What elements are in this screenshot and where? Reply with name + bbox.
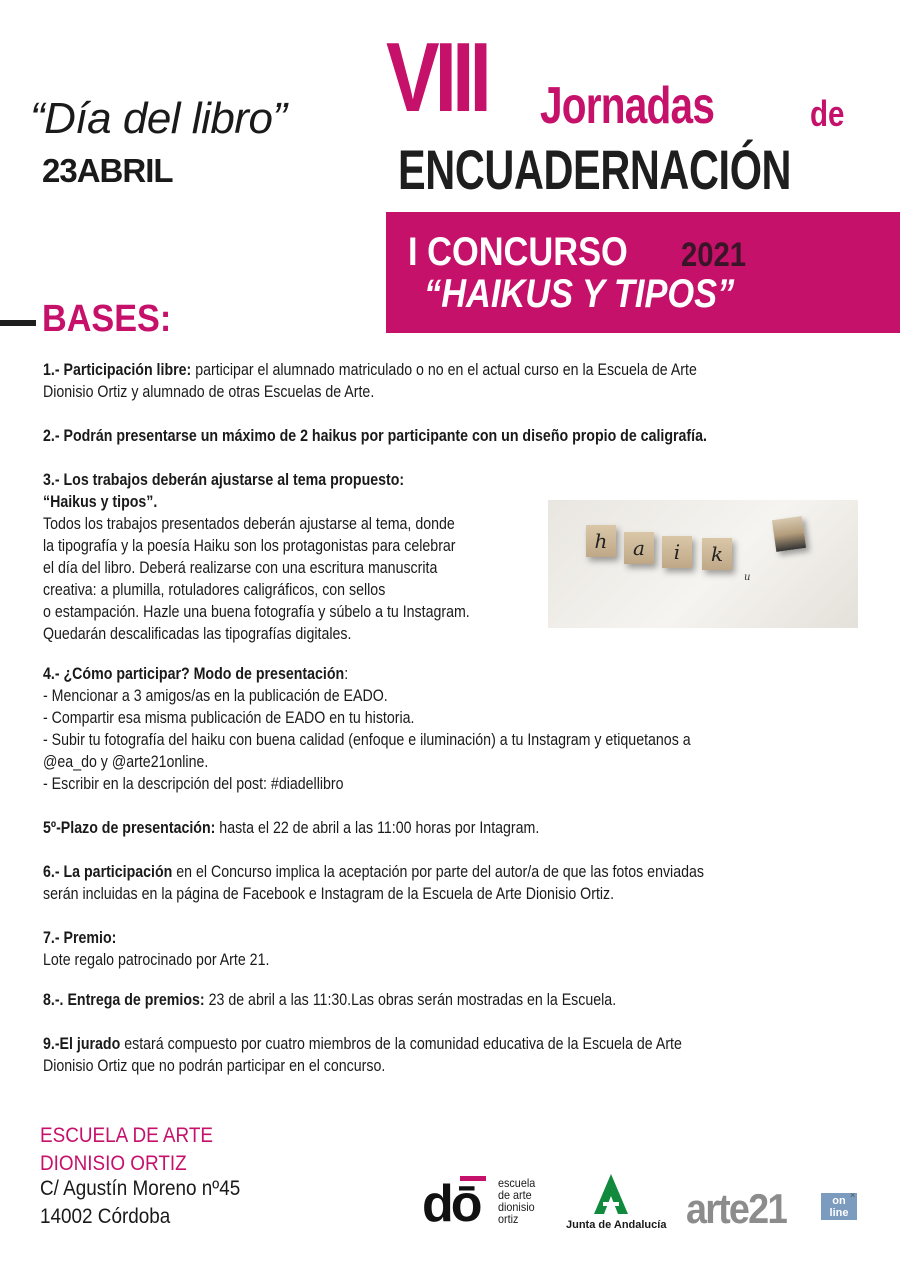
base-item-3-theme: “Haikus y tipos”. [43,493,158,511]
inked-stamp [772,516,806,552]
base-item-4-heading-line [43,663,691,685]
school-name-line-1: ESCUELA DE ARTE [40,1124,213,1147]
junta-andalucia-logo-text: Junta de Andalucía [566,1219,667,1231]
base-item-8-text: 23 de abril a las 11:30.Las obras serán mostradas en la Escuela. [204,991,617,1009]
escuela-do-logo [422,1175,494,1233]
junta-andalucia-icon [590,1172,632,1216]
base-item-8-bold: 8.-. Entrega de premios: [43,991,205,1009]
concurso-subtitle: “HAIKUS Y TIPOS” [424,272,735,316]
base-item-9-line-1 [43,1033,682,1055]
base-item-1 [43,359,697,403]
close-x-icon: × [850,1190,856,1200]
event-date: 23ABRIL [42,152,173,189]
base-item-4-line-4: @ea_do y @arte21online. [43,753,209,771]
base-item-7-bold: 7.- Premio: [43,929,117,947]
concurso-year: 2021 [681,236,747,274]
base-item-3-line-1: Todos los trabajos presentados deberán ajustarse al tema, donde [43,515,455,533]
base-item-6 [43,861,704,905]
base-item-3-line-6: Quedarán descalificadas las tipografías digitales. [43,625,352,643]
edition-number: VIII [386,22,487,132]
base-item-5-text: hasta el 22 de abril a las 11:00 horas por Intagram. [215,819,540,837]
concurso-label: I CONCURSO [408,230,628,274]
base-item-3-line-5: o estampación. Hazle una buena fotografía y súbelo a tu Instagram. [43,603,470,621]
online-badge-line-1: on [832,1195,846,1207]
school-name-line-2: DIONISIO ORTIZ [40,1152,187,1175]
base-item-6-line-1 [43,861,704,883]
base-item-1-line-1 [43,359,697,381]
logo-do-mark: dō [422,1175,480,1233]
base-item-3 [43,469,470,645]
base-item-1-text: participar el alumnado matriculado o no en el actual curso en la Escuela de Arte [191,361,697,379]
base-item-7-line-2: Lote regalo patrocinado por Arte 21. [43,951,270,969]
base-item-4-line-3: - Subir tu fotografía del haiku con buena calidad (enfoque e iluminación) a tu Instagram y etiquetanos a [43,731,691,749]
base-item-5-line-1 [43,817,539,839]
arte21-logo: arte21 [686,1188,787,1230]
online-badge-line-2: line [829,1207,849,1219]
base-item-1-line-2: Dionisio Ortiz y alumnado de otras Escuelas de Arte. [43,383,375,401]
base-item-5 [43,817,539,839]
haiku-stamps-photo [548,500,858,628]
base-item-3-line-2: la tipografía y la poesía Haiku son los protagonistas para celebrar [43,537,456,555]
base-item-3-line-3: el día del libro. Deberá realizarse con una escritura manuscrita [43,559,438,577]
base-item-9 [43,1033,682,1077]
base-item-7-line-1 [43,927,269,949]
escuela-logo-line-3: dionisio [498,1200,535,1214]
base-item-3-bold-1 [43,469,470,491]
base-item-5-bold: 5º-Plazo de presentación: [43,819,216,837]
base-item-4-colon: : [344,665,349,683]
base-item-6-line-2: serán incluidas en la página de Facebook e Instagram de la Escuela de Arte Dionisio Ortiz. [43,885,615,903]
base-item-8-line-1 [43,989,616,1011]
school-city: 14002 Córdoba [40,1205,171,1228]
base-item-2 [43,425,707,447]
escuela-logo-line-2: de arte [498,1188,532,1202]
jornadas-title: Jornadas [540,77,715,135]
base-item-6-text: en el Concurso implica la aceptación por parte del autor/a de que las fotos enviadas [172,863,704,881]
escuela-logo-text [498,1177,535,1225]
escuela-logo-line-1: escuela [498,1176,536,1190]
letter-stamp-i: i [662,536,692,568]
printed-letter-u: u [744,572,751,583]
letter-stamp-h: h [586,525,616,557]
base-item-9-text: estará compuesto por cuatro miembros de la comunidad educativa de la Escuela de Arte [120,1035,682,1053]
base-item-4-bold: 4.- ¿Cómo participar? Modo de presentación [43,665,345,683]
escuela-logo-line-4: ortiz [498,1212,519,1226]
letter-stamp-a: a [624,532,654,564]
base-item-4 [43,663,691,795]
base-item-3-bold-2 [43,491,470,513]
concurso-banner [386,212,900,333]
school-address: C/ Agustín Moreno nº45 [40,1177,241,1200]
base-item-8 [43,989,616,1011]
base-item-4-line-2: - Compartir esa misma publicación de EADO en tu historia. [43,709,415,727]
base-item-9-bold: 9.-El jurado [43,1035,121,1053]
base-item-3-line-4: creativa: a plumilla, rotuladores caligráficos, con sellos [43,581,386,599]
bases-heading: BASES: [42,298,172,340]
encuadernacion-title: ENCUADERNACIÓN [398,138,792,201]
bases-rule [0,320,36,326]
base-item-4-line-5: - Escribir en la descripción del post: #diadellibro [43,775,344,793]
concurso-line [408,230,747,274]
base-item-9-line-2: Dionisio Ortiz que no podrán participar en el concurso. [43,1057,386,1075]
base-item-2-line-1 [43,425,707,447]
base-item-7 [43,927,269,971]
base-item-2-bold: 2.- Podrán presentarse un máximo de 2 haikus por participante con un diseño propio de caligrafía. [43,427,707,445]
de-word: de [810,93,845,134]
base-item-3-heading: 3.- Los trabajos deberán ajustarse al tema propuesto: [43,471,405,489]
letter-stamp-k: k [702,538,732,570]
base-item-6-bold: 6.- La participación [43,863,173,881]
base-item-4-line-1: - Mencionar a 3 amigos/as en la publicación de EADO. [43,687,388,705]
base-item-1-bold: 1.- Participación libre: [43,361,192,379]
dia-del-libro-title: “Día del libro” [30,94,287,143]
